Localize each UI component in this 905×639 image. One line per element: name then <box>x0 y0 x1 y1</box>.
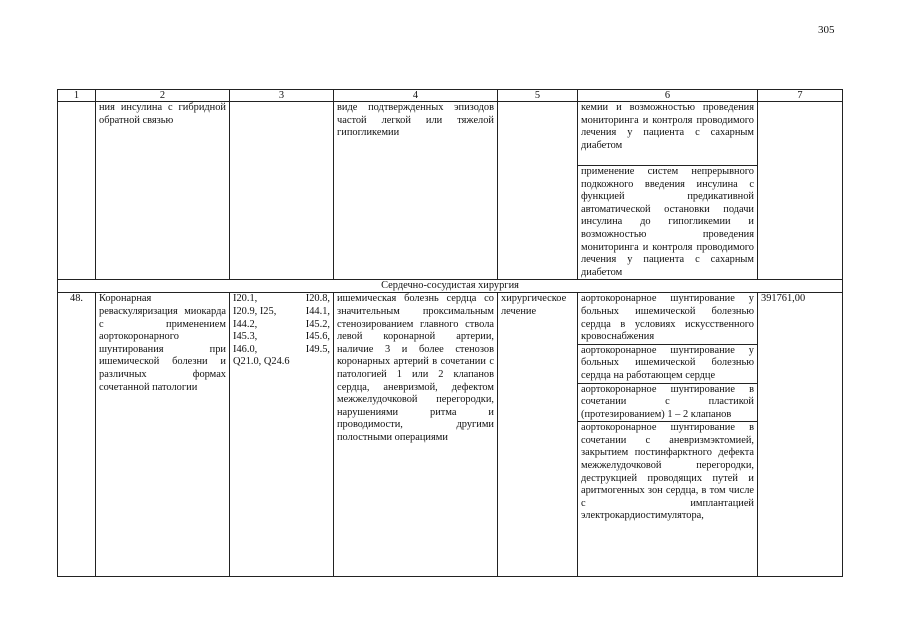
icd-code <box>301 356 330 369</box>
icd-codes-cell <box>230 293 334 577</box>
treatment-method-cell <box>578 102 758 280</box>
row-number-cell: 48. <box>58 293 96 577</box>
icd-code: Q21.0, Q24.6 <box>233 356 290 368</box>
column-number: 2 <box>96 90 230 102</box>
icd-code: I45.6, <box>305 331 330 343</box>
treatment-method-item: аортокоронарное шунтирование в сочетании с пластикой (протезированием) 1 – 2 клапанов <box>578 384 757 423</box>
icd-codes-list <box>233 293 330 369</box>
treatment-type-cell <box>498 102 578 280</box>
icd-code: I45.3, <box>233 331 258 343</box>
patient-model-cell: виде подтвержденных эпизодов частой легкой или тяжелой гипогликемии <box>334 102 498 280</box>
icd-code: I49.5, <box>305 343 330 355</box>
treatment-method-cell <box>578 293 758 577</box>
treatment-method-item: аортокоронарное шунтирование в сочетании с аневризмэктомией, закрытием постинфарктного дефекта межжелудочковой перегородки, деструкцией проводящих путей и аритмогенных зон сердца, в том числе с имплантацией электрокардиостимулятора, <box>581 422 754 522</box>
patient-model-cell: ишемическая болезнь сердца со значительным проксимальным стенозированием главного ствола левой коронарной артерии, наличие 3 и более стенозов коронарных артерий в сочетании с патологией 1 или 2 клапанов сердца, аневризмой, дефектом межжелудочковой перегородки, нарушениями ритма и проводимости, другими полостными операциями <box>334 293 498 577</box>
icd-code: I20.8, <box>305 293 330 305</box>
table-row <box>58 293 843 577</box>
row-number-cell <box>58 102 96 280</box>
column-number: 1 <box>58 90 96 102</box>
icd-codes-cell <box>230 102 334 280</box>
page-number: 305 <box>818 24 835 36</box>
intervention-name-cell: Коронарная реваскуляризация миокарда с применением аортокоронарного шунтирования при ишемической болезни и различных формах сочетанной патологии <box>96 293 230 577</box>
treatment-method-item: аортокоронарное шунтирование у больных ишемической болезнью сердца в условиях искусственного кровоснабжения <box>578 293 757 344</box>
cost-cell: 391761,00 <box>758 293 843 577</box>
treatment-method-item: аортокоронарное шунтирование у больных ишемической болезнью сердца на работающем сердце <box>578 345 757 384</box>
icd-code: I45.2, <box>305 318 330 330</box>
column-number: 4 <box>334 90 498 102</box>
medical-care-table <box>57 89 843 577</box>
column-number: 5 <box>498 90 578 102</box>
cost-cell <box>758 102 843 280</box>
continuation-row <box>58 102 843 280</box>
icd-code: I44.2, <box>233 318 258 330</box>
column-number: 6 <box>578 90 758 102</box>
icd-code: I44.1, <box>305 305 330 317</box>
treatment-method-item: применение систем непрерывного подкожного введения инсулина с функцией предикативной автоматической остановки подачи инсулина до гипогликемии и возможностью проведения мониторинга и контроля проводимого лечения у пациента с сахарным диабетом <box>581 166 754 278</box>
column-number-row <box>58 90 843 102</box>
section-title: Сердечно-сосудистая хирургия <box>58 280 843 293</box>
icd-code: I46.0, <box>233 343 258 355</box>
icd-code: I20.1, <box>233 293 258 305</box>
icd-code: I20.9, I25, <box>233 305 277 317</box>
treatment-method-item: кемии и возможностью проведения мониторинга и контроля проводимого лечения у пациента с сахарным диабетом <box>578 102 757 166</box>
column-number: 7 <box>758 90 843 102</box>
intervention-name-cell: ния инсулина с гибридной обратной связью <box>96 102 230 280</box>
column-number: 3 <box>230 90 334 102</box>
section-heading-row <box>58 280 843 293</box>
treatment-type-cell: хирургическое лечение <box>498 293 578 577</box>
